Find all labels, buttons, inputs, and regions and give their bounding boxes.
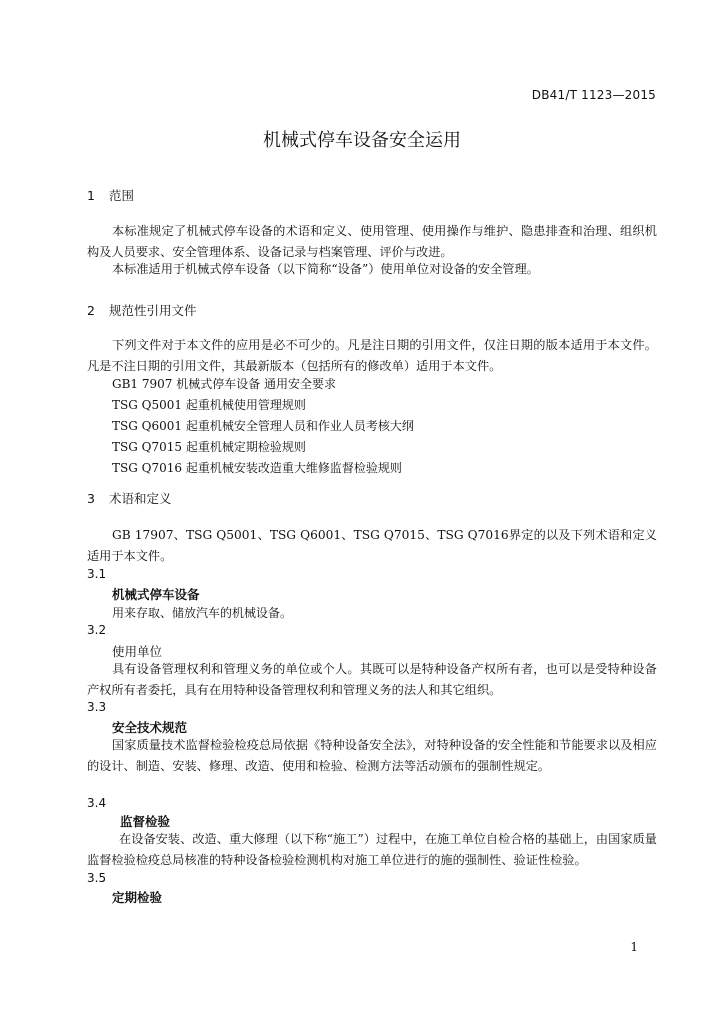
reference-item: TSG Q7015 起重机械定期检验规则 [112,440,306,454]
section-1-heading [87,186,134,204]
term-title: 使用单位 [112,644,163,659]
reference-item: TSG Q6001 起重机械安全管理人员和作业人员考核大纲 [112,419,414,433]
section-3-paragraph-1: GB 17907、TSG Q5001、TSG Q6001、TSG Q7015、TSG Q7016界定的以及下列术语和定义适用于本文件。 [87,528,657,563]
subsection-number: 3.1 [87,567,107,581]
subsection-number: 3.4 [87,796,107,810]
subsection-number: 3.3 [87,700,107,714]
term-title: 机械式停车设备 [112,587,200,602]
document-title: 机械式停车设备安全运用 [263,130,461,151]
section-title: 规范性引用文件 [108,303,197,318]
section-2-heading [87,301,197,319]
term-title: 安全技术规范 [112,720,188,735]
section-number: 3 [87,491,95,506]
term-definition: 在设备安装、改造、重大修理（以下称“施工”）过程中，在施工单位自检合格的基础上，由国家质量监督检验检疫总局核准的特种设备检验检测机构对施工单位进行的施的强制性、验证性检验。 [87,832,657,867]
reference-item: GB1 7907 机械式停车设备 通用安全要求 [112,377,337,391]
document-code: DB41/T 1123—2015 [531,88,656,102]
term-title: 监督检验 [120,814,171,829]
section-number: 2 [87,303,95,318]
reference-item: TSG Q5001 起重机械使用管理规则 [112,398,306,412]
section-title: 范围 [108,188,134,203]
section-3-heading [87,489,172,507]
page-number: 1 [630,940,638,954]
section-1-paragraph-1: 本标准规定了机械式停车设备的术语和定义、使用管理、使用操作与维护、隐患排查和治理、组织机构及人员要求、安全管理体系、设备记录与档案管理、评价与改进。 [87,224,657,259]
reference-item: TSG Q7016 起重机械安装改造重大维修监督检验规则 [112,461,402,475]
section-1-paragraph-2: 本标准适用于机械式停车设备（以下简称“设备”）使用单位对设备的安全管理。 [112,262,539,276]
section-2-paragraph-1: 下列文件对于本文件的应用是必不可少的。凡是注日期的引用文件，仅注日期的版本适用于本文件。凡是不注日期的引用文件，其最新版本（包括所有的修改单）适用于本文件。 [87,338,657,373]
subsection-number: 3.5 [87,871,107,885]
subsection-number: 3.2 [87,623,107,637]
section-number: 1 [87,188,95,203]
section-title: 术语和定义 [108,491,172,506]
term-definition: 国家质量技术监督检验检疫总局依据《特种设备安全法》，对特种设备的安全性能和节能要求以及相应的设计、制造、安装、修理、改造、使用和检验、检测方法等活动颁布的强制性规定。 [87,738,657,773]
term-definition: 具有设备管理权利和管理义务的单位或个人。其既可以是特种设备产权所有者，也可以是受特种设备产权所有者委托，具有在用特种设备管理权利和管理义务的法人和其它组织。 [87,662,657,697]
term-definition: 用来存取、储放汽车的机械设备。 [112,606,293,620]
term-title: 定期检验 [112,890,163,905]
